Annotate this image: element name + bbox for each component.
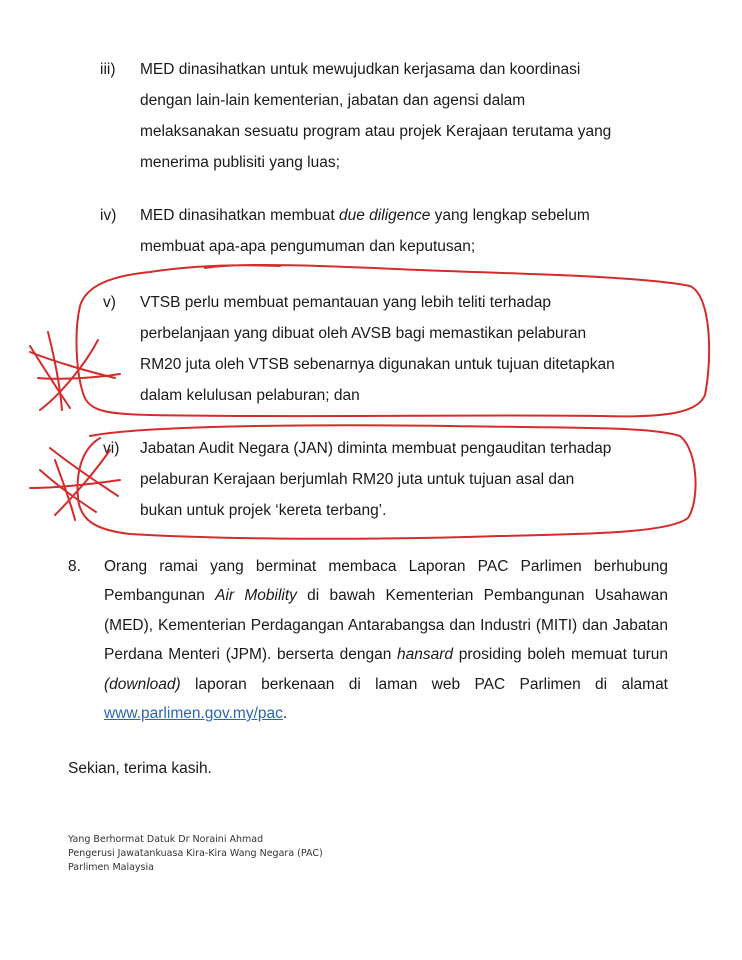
text-span: laporan berkenaan di laman web PAC Parlimen di alamat bbox=[180, 675, 668, 693]
text-line: VTSB perlu membuat pemantauan yang lebih teliti terhadap bbox=[140, 294, 551, 311]
text-line: menerima publisiti yang luas; bbox=[140, 154, 340, 171]
paragraph-number: 8. bbox=[68, 558, 81, 575]
item-number: v) bbox=[103, 294, 116, 311]
text-line: Jabatan Audit Negara (JAN) diminta membuat pengauditan terhadap bbox=[140, 440, 612, 457]
item-number: vi) bbox=[103, 440, 120, 457]
paragraph-text bbox=[104, 552, 668, 728]
pac-website-link[interactable]: www.parlimen.gov.my/pac bbox=[104, 705, 283, 723]
text-line: MED dinasihatkan untuk mewujudkan kerjasama dan koordinasi bbox=[140, 61, 581, 78]
text-span: di bawah Kementerian Pembangunan Usahawan (MED), Kementerian Perdagangan Antarabangsa dan Industri (MITI) dan Jabatan Perdana Menteri (JPM). berserta dengan bbox=[104, 587, 668, 664]
item-text bbox=[140, 54, 652, 178]
text-line: RM20 juta oleh VTSB sebenarnya digunakan untuk tujuan ditetapkan bbox=[140, 356, 615, 373]
ink-cross-1-stroke bbox=[30, 352, 115, 378]
text-line: bukan untuk projek ‘kereta terbang’. bbox=[140, 502, 387, 519]
emphasis-text: due diligence bbox=[339, 207, 431, 224]
emphasis-text: Air Mobility bbox=[215, 587, 297, 605]
ink-cross-1-stroke bbox=[38, 374, 120, 379]
ink-cross-2-stroke bbox=[40, 470, 96, 512]
text-line: pelaburan Kerajaan berjumlah RM20 juta untuk tujuan asal dan bbox=[140, 471, 575, 488]
text-span: yang lengkap sebelum bbox=[430, 207, 590, 224]
ink-cross-1-stroke bbox=[40, 340, 98, 410]
text-line bbox=[140, 200, 652, 231]
signature-block bbox=[68, 833, 323, 875]
ink-cross-2-stroke bbox=[55, 450, 110, 515]
text-span: prosiding boleh memuat turun bbox=[453, 646, 669, 664]
item-text bbox=[140, 433, 652, 526]
emphasis-text: (download) bbox=[104, 675, 181, 693]
item-text bbox=[140, 287, 652, 411]
signatory-organisation: Parlimen Malaysia bbox=[68, 862, 154, 873]
item-number: iv) bbox=[100, 207, 117, 224]
item-text bbox=[140, 200, 652, 262]
ink-cross-1-stroke bbox=[30, 346, 70, 408]
text-line: melaksanakan sesuatu program atau projek Kerajaan terutama yang bbox=[140, 123, 612, 140]
text-line: dengan lain-lain kementerian, jabatan dan agensi dalam bbox=[140, 92, 526, 109]
ink-cross-1-stroke bbox=[48, 332, 62, 410]
ink-cross-2-stroke bbox=[30, 480, 120, 488]
text-span: Orang ramai yang berminat membaca Laporan PAC Parlimen berhubung Pembangunan bbox=[104, 558, 668, 605]
signatory-name: Yang Berhormat Datuk Dr Noraini Ahmad bbox=[68, 834, 264, 845]
emphasis-text: hansard bbox=[397, 646, 454, 664]
ink-cross-2-stroke bbox=[55, 460, 75, 520]
text-line: perbelanjaan yang dibuat oleh AVSB bagi memastikan pelaburan bbox=[140, 325, 587, 342]
text-line: membuat apa-apa pengumuman dan keputusan; bbox=[140, 238, 476, 255]
signatory-title: Pengerusi Jawatankuasa Kira-Kira Wang Negara (PAC) bbox=[68, 848, 323, 859]
closing-text: Sekian, terima kasih. bbox=[68, 760, 212, 777]
text-span: . bbox=[282, 705, 288, 723]
item-number: iii) bbox=[100, 61, 116, 78]
text-span: MED dinasihatkan membuat bbox=[140, 207, 340, 224]
text-line: dalam kelulusan pelaburan; dan bbox=[140, 387, 360, 404]
